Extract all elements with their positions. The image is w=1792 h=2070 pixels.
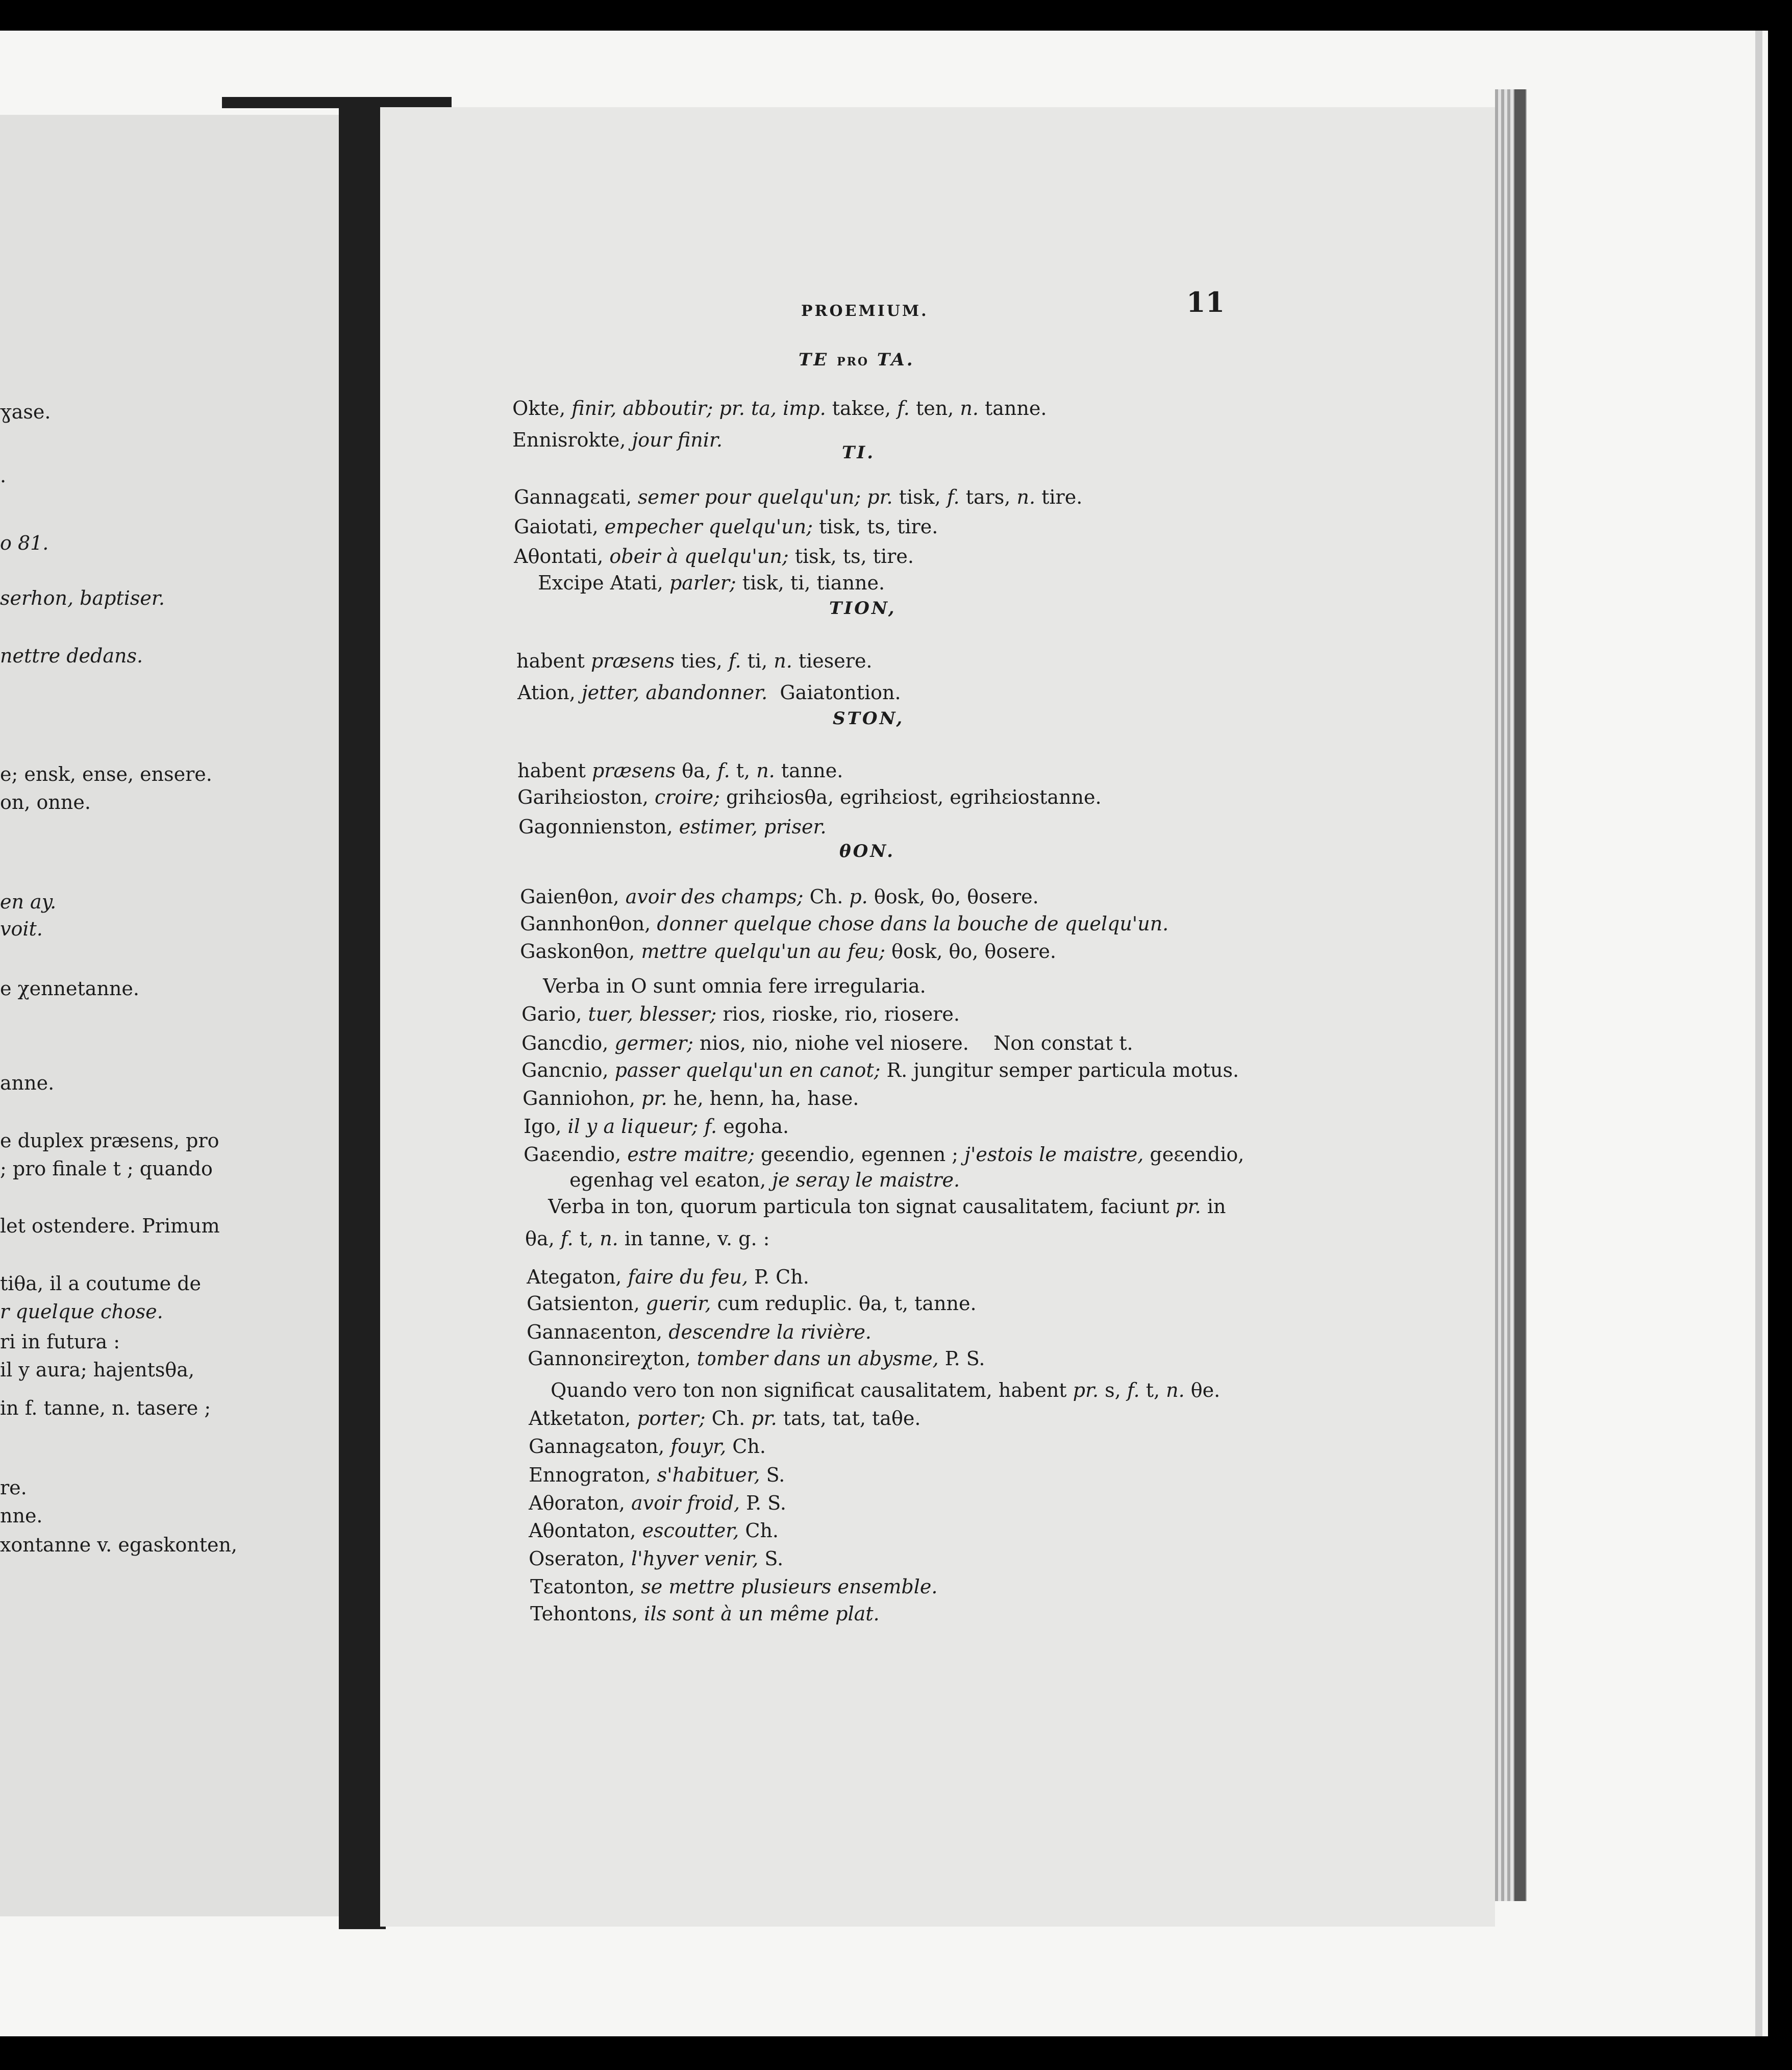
entry-line: Gario, tuer, blesser; rios, rioske, rio, riosere. [521,1003,960,1025]
entry-line: Ategaton, faire du feu, P. Ch. [527,1266,809,1288]
left-line: en ay. [0,891,57,913]
left-line: e; ensk, ense, ensere. [0,763,212,785]
entry-line: Garihɛioston, croire; grihɛiosθa, egrihɛiost, egrihɛiostanne. [517,786,1102,808]
running-header: PROEMIUM. [801,302,929,320]
entry-line: Ation, jetter, abandonner. Gaiatontion. [517,681,901,704]
left-line: re. [0,1476,27,1499]
entry-line: egenhag vel eɛaton, je seray le maistre. [569,1169,960,1191]
left-line: serhon, baptiser. [0,587,165,609]
entry-line: Quando vero ton non significat causalitatem, habent pr. s, f. t, n. θe. [551,1379,1221,1401]
left-line: ɣase. [0,401,51,423]
left-line: nne. [0,1505,43,1527]
entry-line: Tehontons, ils sont à un même plat. [530,1603,880,1625]
entry-line: Aθontaton, escoutter, Ch. [529,1519,779,1542]
frame-edge [1755,31,1762,2036]
entry-line: Gannaɛenton, descendre la rivière. [527,1321,872,1343]
left-line: e χennetanne. [0,977,139,1000]
entry-line: Gatsienton, guerir, cum reduplic. θa, t, tanne. [527,1292,977,1315]
entry-line: Ennograton, s'habituer, S. [529,1464,785,1486]
entry-line: Excipe Atati, parler; tisk, ti, tianne. [538,572,885,594]
entry-line: habent præsens θa, f. t, n. tanne. [517,759,843,782]
left-line: voit. [0,918,43,940]
entry-line: Gannagɛaton, fouyr, Ch. [529,1435,766,1458]
entry-line: Ennisrokte, jour finir. [512,429,723,451]
section-heading: θON. [839,841,895,861]
entry-line: Verba in O sunt omnia fere irregularia. [543,975,926,997]
entry-line: Aθoraton, avoir froid, P. S. [529,1492,786,1514]
left-line: in f. tanne, n. tasere ; [0,1397,211,1419]
entry-line: Gannhonθon, donner quelque chose dans la bouche de quelqu'un. [520,913,1169,935]
entry-line: habent præsens ties, f. ti, n. tiesere. [516,650,873,672]
left-line: ; pro finale t ; quando [0,1157,213,1180]
left-line: o 81. [0,532,49,554]
left-line: e duplex præsens, pro [0,1129,219,1152]
entry-line: Gaiotati, empecher quelqu'un; tisk, ts, tire. [514,515,938,538]
entry-line: Gagonnienston, estimer, priser. [518,816,827,838]
left-line: r quelque chose. [0,1300,163,1323]
page-number: 11 [1186,286,1225,318]
left-line: ri in futura : [0,1330,120,1353]
left-line: anne. [0,1072,55,1094]
left-page [0,115,352,1916]
section-heading: STON, [833,708,905,729]
entry-line: Gancnio, passer quelqu'un en canot; R. jungitur semper particula motus. [521,1059,1239,1081]
entry-line: Gannagɛati, semer pour quelqu'un; pr. tisk, f. tars, n. tire. [514,486,1083,508]
left-line: . [0,464,7,487]
book-cover-edge [1514,89,1526,1901]
section-heading: TE PRO TA. [799,350,915,370]
entry-line: Ganniohon, pr. he, henn, ha, hase. [522,1087,859,1110]
binding-top [222,97,452,108]
left-line: il y aura; hajentsθa, [0,1359,195,1381]
left-line: on, onne. [0,791,91,814]
entry-line: Tɛatonton, se mettre plusieurs ensemble. [530,1575,938,1598]
entry-line: Gaɛendio, estre maitre; geɛendio, egennen ; j'estois le maistre, geɛendio, [524,1143,1245,1166]
entry-line: Gannonɛireχton, tomber dans un abysme, P. S. [528,1347,985,1370]
entry-line: Oseraton, l'hyver venir, S. [529,1547,784,1570]
entry-line: Gaienθon, avoir des champs; Ch. p. θosk, θo, θosere. [520,885,1039,908]
entry-line: Okte, finir, abboutir; pr. ta, imp. takɛe, f. ten, n. tanne. [512,397,1047,420]
section-heading: TI. [842,442,876,463]
entry-line: Aθontati, obeir à quelqu'un; tisk, ts, tire. [514,545,914,568]
section-heading: TION, [829,598,897,619]
entry-line: Gaskonθon, mettre quelqu'un au feu; θosk, θo, θosere. [520,940,1056,963]
left-line: xontanne v. egaskonten, [0,1534,237,1556]
entry-line: Igo, il y a liqueur; f. egoha. [524,1115,789,1138]
book-spine [339,105,386,1929]
entry-line: Atketaton, porter; Ch. pr. tats, tat, taθe. [529,1407,921,1430]
left-line: let ostendere. Primum [0,1215,220,1237]
entry-line: Gancdio, germer; nios, nio, niohe vel niosere. Non constat t. [521,1032,1133,1054]
left-line: tiθa, il a coutume de [0,1272,202,1295]
left-line: nettre dedans. [0,645,143,667]
entry-line: θa, f. t, n. in tanne, v. g. : [525,1227,770,1250]
entry-line: Verba in ton, quorum particula ton signat causalitatem, faciunt pr. in [548,1195,1226,1218]
